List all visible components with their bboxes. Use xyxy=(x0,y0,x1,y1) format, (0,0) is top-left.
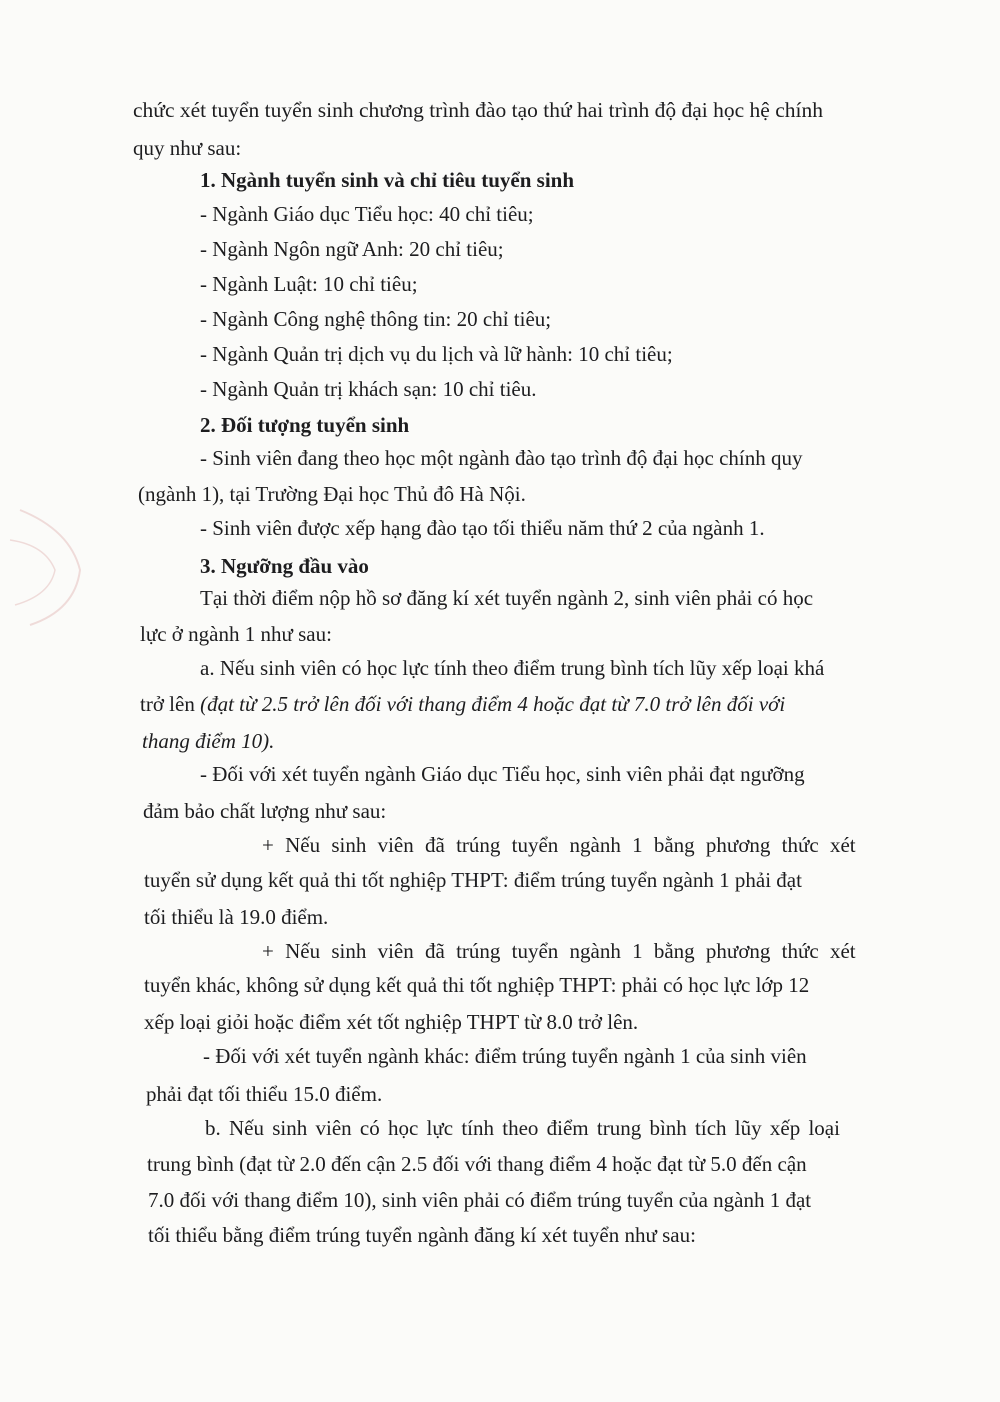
item-b-line-2: trung bình (đạt từ 2.0 đến cận 2.5 đối với thang điểm 4 hoặc đạt từ 5.0 đến cận xyxy=(147,1152,807,1176)
list-item-6: - Ngành Quản trị khách sạn: 10 chỉ tiêu. xyxy=(200,377,537,401)
item-a-line-3: thang điểm 10). xyxy=(142,729,275,753)
item-a-line-2-normal: trở lên xyxy=(140,692,195,716)
section-1-heading: 1. Ngành tuyển sinh và chỉ tiêu tuyển sinh xyxy=(200,168,575,192)
s3-intro-line-1: Tại thời điểm nộp hồ sơ đăng kí xét tuyển ngành 2, sinh viên phải có học xyxy=(200,586,814,610)
s3-intro-line-2: lực ở ngành 1 như sau: xyxy=(140,622,332,646)
thpt-line-3: tối thiểu là 19.0 điểm. xyxy=(144,905,329,929)
list-item-4: - Ngành Công nghệ thông tin: 20 chỉ tiêu; xyxy=(200,307,552,331)
thpt-line-1: + Nếu sinh viên đã trúng tuyển ngành 1 bằng phương thức xét xyxy=(262,833,856,857)
khac-line-2: phải đạt tối thiểu 15.0 điểm. xyxy=(146,1082,383,1106)
item-b-line-4: tối thiểu bằng điểm trúng tuyển ngành đăng kí xét tuyển như sau: xyxy=(148,1223,696,1247)
thpt-line-2: tuyển sử dụng kết quả thi tốt nghiệp THPT: điểm trúng tuyển ngành 1 phải đạt xyxy=(144,868,802,892)
list-item-1: - Ngành Giáo dục Tiểu học: 40 chỉ tiêu; xyxy=(200,202,534,226)
item-b-line-3: 7.0 đối với thang điểm 10), sinh viên phải có điểm trúng tuyển của ngành 1 đạt xyxy=(148,1188,812,1212)
item-b-line-1: b. Nếu sinh viên có học lực tính theo điểm trung bình tích lũy xếp loại xyxy=(205,1116,840,1140)
other-line-1: + Nếu sinh viên đã trúng tuyển ngành 1 bằng phương thức xét xyxy=(262,939,856,963)
other-line-3: xếp loại giỏi hoặc điểm xét tốt nghiệp THPT từ 8.0 trở lên. xyxy=(144,1010,639,1034)
section-3-heading: 3. Ngưỡng đầu vào xyxy=(200,554,369,578)
gd-line-1: - Đối với xét tuyển ngành Giáo dục Tiểu học, sinh viên phải đạt ngưỡng xyxy=(200,762,805,786)
other-line-2: tuyển khác, không sử dụng kết quả thi tốt nghiệp THPT: phải có học lực lớp 12 xyxy=(144,973,810,997)
item-a-line-2-italic: (đạt từ 2.5 trở lên đối với thang điểm 4 hoặc đạt từ 7.0 trở lên đối với xyxy=(200,692,786,716)
s2-paragraph-1-line-1: - Sinh viên đang theo học một ngành đào tạo trình độ đại học chính quy xyxy=(200,446,803,470)
section-2-heading: 2. Đối tượng tuyển sinh xyxy=(200,413,410,437)
item-a-line-1: a. Nếu sinh viên có học lực tính theo điểm trung bình tích lũy xếp loại khá xyxy=(200,656,825,680)
item-a-line-2 xyxy=(140,690,785,718)
gd-line-2: đảm bảo chất lượng như sau: xyxy=(143,799,387,823)
list-item-2: - Ngành Ngôn ngữ Anh: 20 chỉ tiêu; xyxy=(200,237,504,261)
intro-line-2: quy như sau: xyxy=(133,136,242,160)
khac-line-1: - Đối với xét tuyển ngành khác: điểm trúng tuyển ngành 1 của sinh viên xyxy=(203,1044,807,1068)
s2-paragraph-1-line-2: (ngành 1), tại Trường Đại học Thủ đô Hà Nội. xyxy=(138,482,526,506)
list-item-3: - Ngành Luật: 10 chỉ tiêu; xyxy=(200,272,418,296)
faded-stamp-mark xyxy=(0,500,90,630)
list-item-5: - Ngành Quản trị dịch vụ du lịch và lữ hành: 10 chỉ tiêu; xyxy=(200,342,673,366)
s2-paragraph-2: - Sinh viên được xếp hạng đào tạo tối thiểu năm thứ 2 của ngành 1. xyxy=(200,516,765,540)
intro-line-1: chức xét tuyển tuyển sinh chương trình đào tạo thứ hai trình độ đại học hệ chính xyxy=(133,98,823,122)
